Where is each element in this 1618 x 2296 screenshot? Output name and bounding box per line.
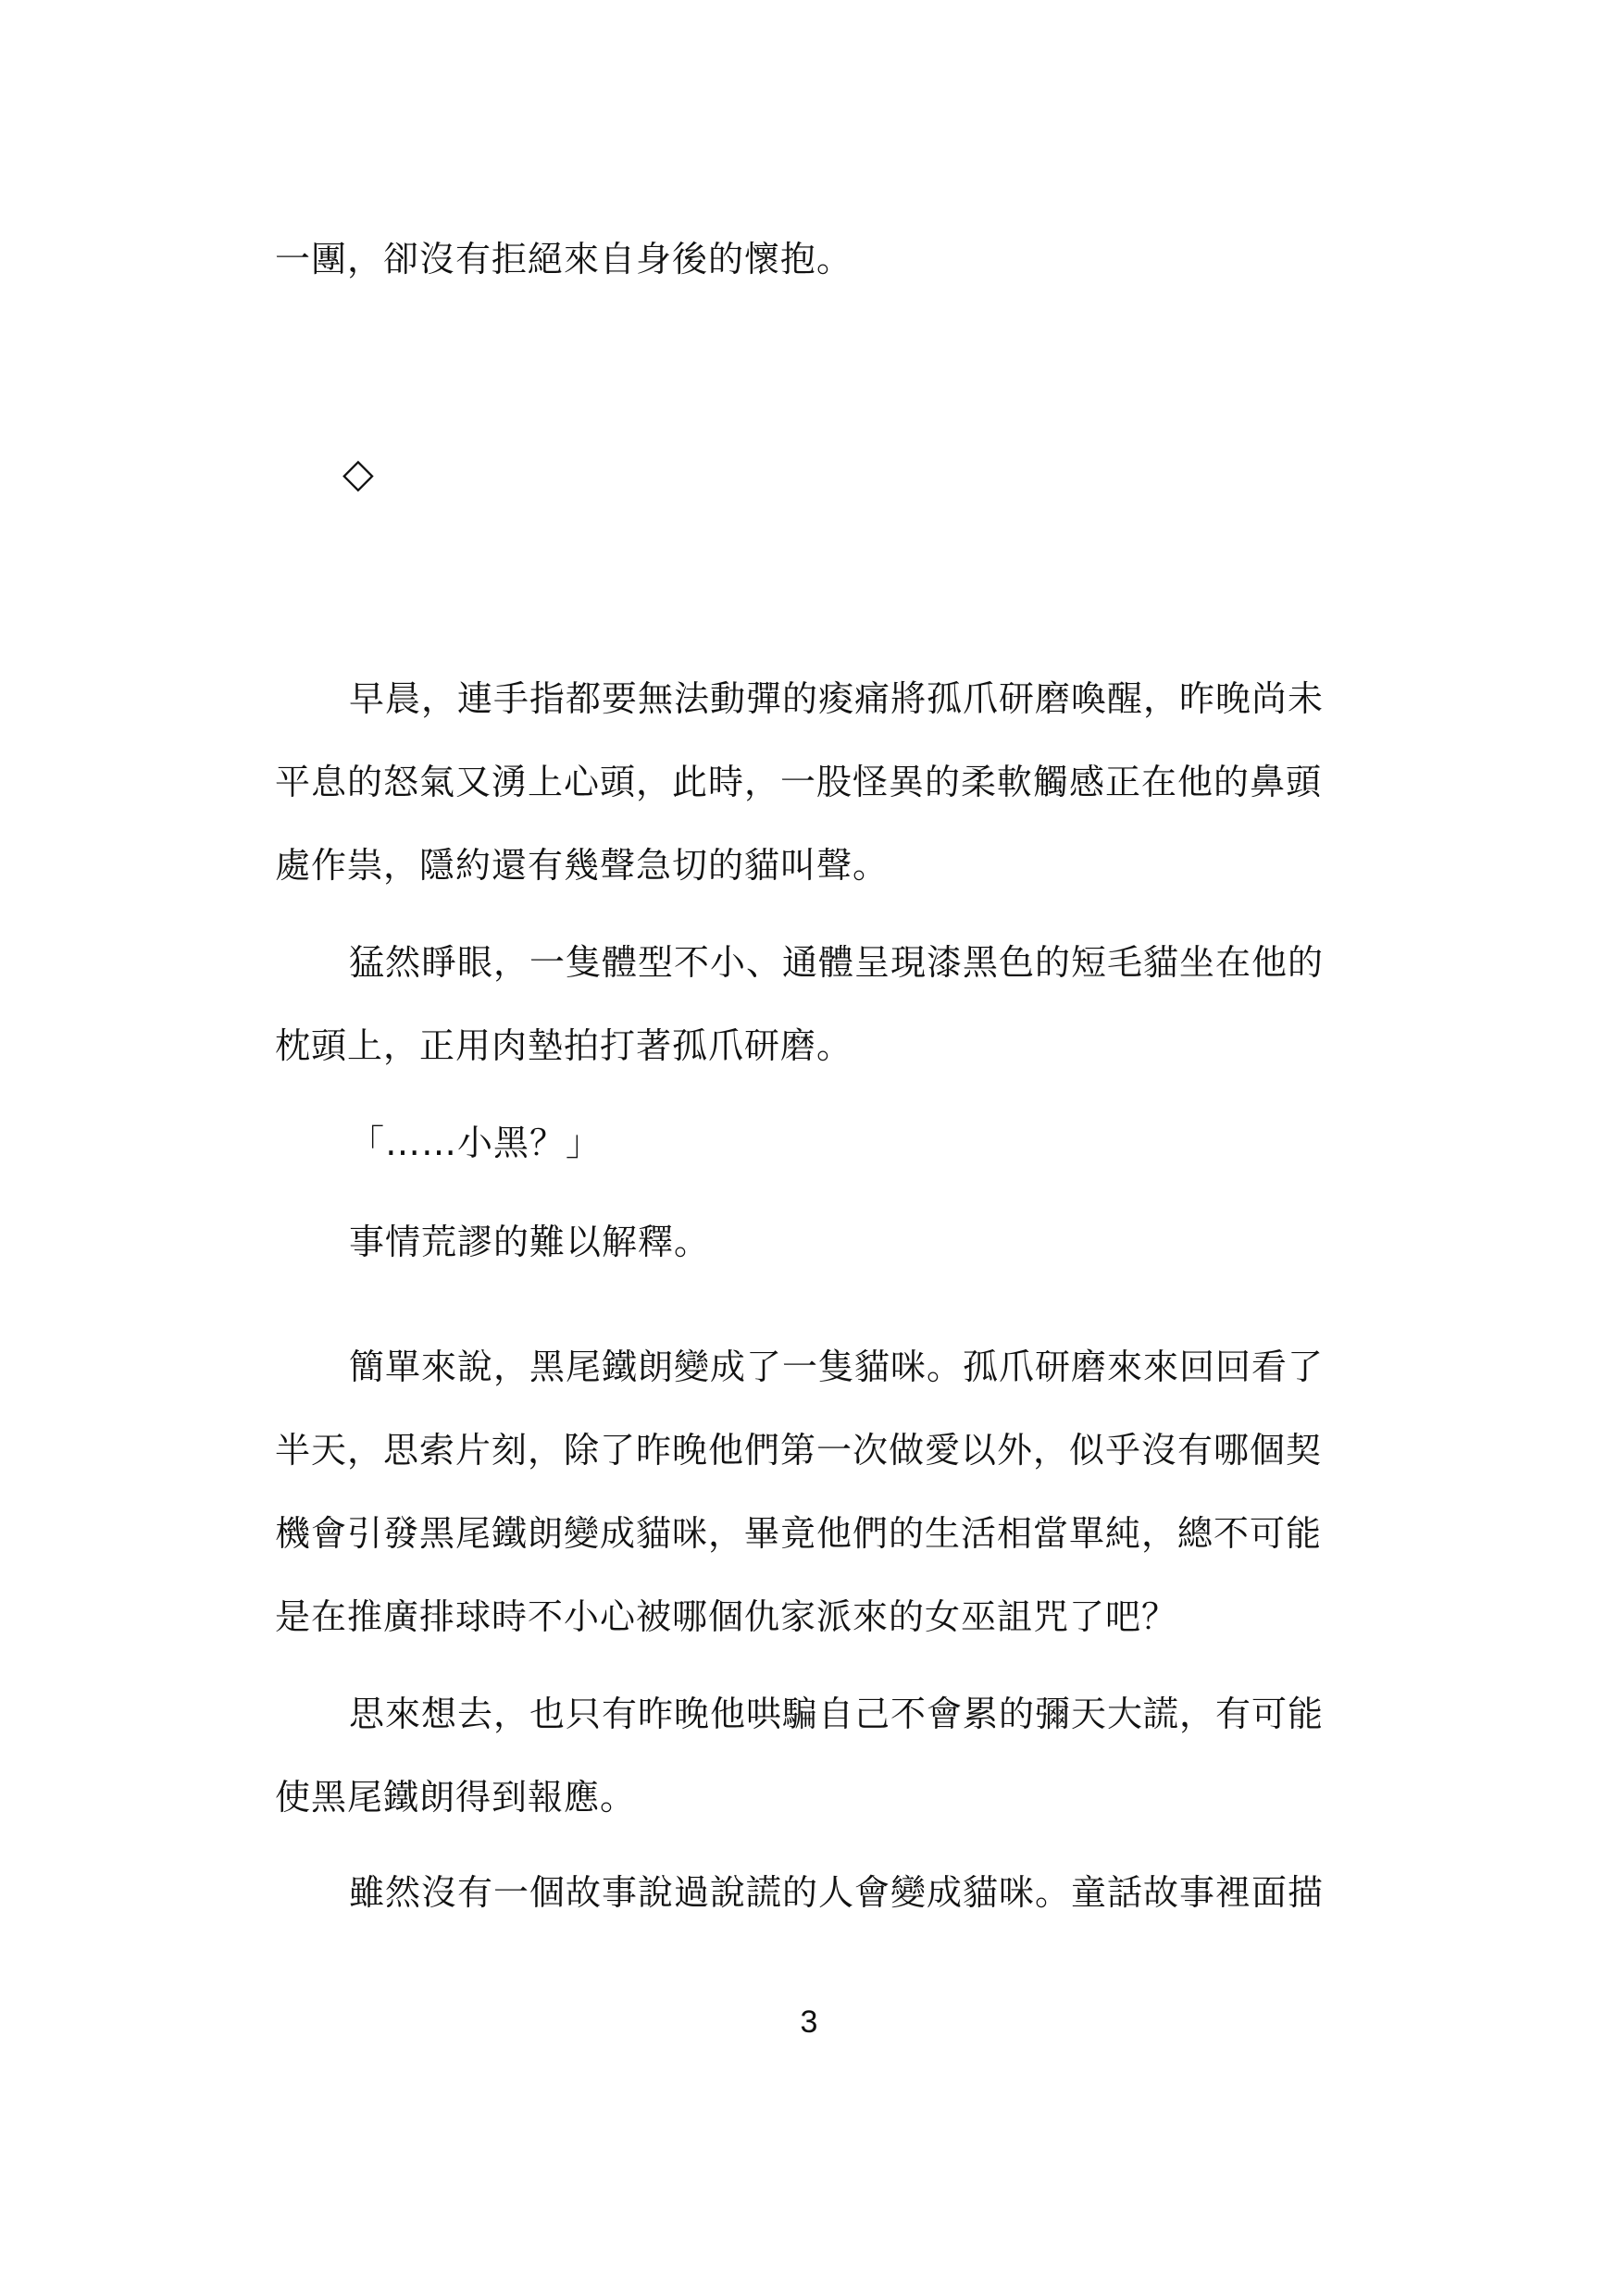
paragraph	[275, 1851, 1376, 1934]
text-line: 猛然睜眼，一隻體型不小、通體呈現漆黑色的短毛貓坐在他的	[349, 942, 1325, 983]
text-line: 平息的怒氣又湧上心頭，此時，一股怪異的柔軟觸感正在他的鼻頭	[275, 762, 1323, 802]
text-line: 「……小黑？」	[349, 1123, 603, 1163]
scene-separator: ◇	[342, 450, 374, 497]
text-line: 半天，思索片刻，除了昨晚他們第一次做愛以外，似乎沒有哪個契	[275, 1430, 1323, 1471]
paragraph	[275, 1325, 1376, 1658]
text-line: 早晨，連手指都要無法動彈的痠痛將孤爪研磨喚醒，昨晚尚未	[349, 678, 1325, 719]
continued-paragraph	[275, 217, 1376, 301]
paragraph	[275, 657, 1376, 907]
paragraph	[275, 921, 1376, 1087]
text-line: 是在推廣排球時不小心被哪個仇家派來的女巫詛咒了吧？	[275, 1596, 1178, 1637]
text-line: 思來想去，也只有昨晚他哄騙自己不會累的彌天大謊，有可能	[349, 1694, 1325, 1734]
text-line: 事情荒謬的難以解釋。	[349, 1222, 711, 1262]
page-number: 3	[800, 2004, 818, 2040]
text-line: 機會引發黑尾鐵朗變成貓咪，畢竟他們的生活相當單純，總不可能	[275, 1513, 1323, 1554]
text-line: 雖然沒有一個故事說過說謊的人會變成貓咪。童話故事裡面描	[349, 1872, 1325, 1913]
text-line: 使黑尾鐵朗得到報應。	[275, 1777, 637, 1818]
paragraph	[275, 1672, 1376, 1839]
paragraph	[275, 1200, 1376, 1284]
text-line: 簡單來說，黑尾鐵朗變成了一隻貓咪。孤爪研磨來來回回看了	[349, 1347, 1325, 1387]
text-line: 枕頭上，正用肉墊拍打著孤爪研磨。	[275, 1025, 853, 1066]
text-line: 一團，卻沒有拒絕來自身後的懷抱。	[275, 239, 853, 279]
text-line: 處作祟，隱約還有幾聲急切的貓叫聲。	[275, 845, 890, 886]
paragraph	[275, 1101, 1376, 1185]
